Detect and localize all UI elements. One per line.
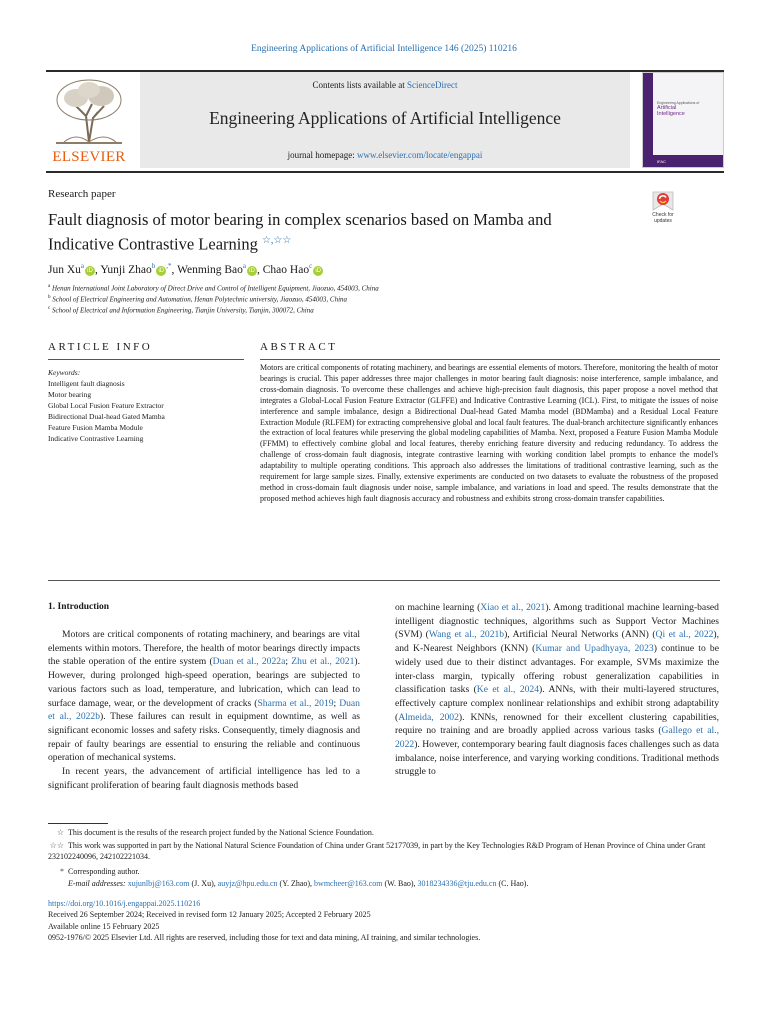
- body-text: ). KNNs, renowned for their excellent clustering capabilities, require no training and are broadly applied across various tasks (: [395, 711, 719, 737]
- footnote-1: [48, 827, 720, 838]
- keywords-label: Keywords:: [48, 368, 81, 377]
- intro-column-left: [48, 628, 360, 792]
- affiliation: [48, 295, 347, 303]
- header-bottom-rule: [46, 171, 724, 173]
- journal-title: Engineering Applications of Artificial Intelligence: [209, 108, 561, 128]
- email-owner: (Y. Zhao),: [277, 879, 315, 888]
- affiliation-mark: c: [48, 306, 51, 311]
- author-affil-mark[interactable]: c: [309, 262, 313, 270]
- cover-badge: IFAC: [657, 159, 666, 164]
- intro-paragraph-3: [395, 601, 719, 779]
- author-name[interactable]: Jun Xu: [48, 263, 81, 276]
- intro-paragraph-2: [48, 765, 360, 792]
- author-name[interactable]: Yunji Zhao: [100, 263, 152, 276]
- author-affil-mark[interactable]: a: [80, 262, 85, 270]
- keyword-item: Global Local Fusion Feature Extractor: [48, 401, 164, 410]
- email-owner: (C. Hao).: [496, 879, 529, 888]
- body-text: ). However, during prolonged high-speed operation, bearings are subjected to various factors such as load, temperature, and lubrication, which can lead to surface damage, wear, or the development of cracks (: [48, 656, 360, 709]
- intro-paragraph-1: [48, 628, 360, 765]
- title-footnote-marks[interactable]: ☆,☆☆: [261, 235, 292, 246]
- body-text: ;: [333, 697, 340, 709]
- footnote-mark: *: [60, 867, 64, 876]
- corresponding-mark[interactable]: ,*: [166, 262, 172, 270]
- abstract-text: Motors are critical components of rotating machinery, and bearings are essential elements of motors. Therefore, monitoring the health of motor bearings is crucial. This paper addresses three major challenges in motor bearing fault diagnosis: noise interference, sample imbalance, and cross-domain diagnosis. To overcome these challenges and achieve high-precision fault diagnosis, this paper propose a novel method that integrates a Global-Local Fusion Feature Extractor (GLFFE) and Indicative Contrastive Learning (ICL). First, to mitigate the issues of noise interference and sample imbalance, design a Bidirectional Dual-head Gated Mamba model (BDMamba) and a Residual Local Feature Extraction Module (RLFEM) for extracting comprehensive global and local fault features. The dual-branch architecture significantly enhances the extraction of local features while preserving the global modeling capabilities of Mamba. Next, proposed a Feature Fusion Mamba Module (FFMM) to effectively combine global and local features, thereby enriching feature diversity and reducing redundancy. To address the challenge of cross-domain fault diagnosis, integrate contrastive learning with working condition label prompts to enhance the model's adaptability to multiple operating conditions. This approach also addresses the limitations of traditional contrastive learning, such as the requirement for large sample sizes. Finally, extensive experiments are conducted on two datasets to evaluate the robustness of the proposed method in cross-domain fault diagnosis under noise, sample imbalance, and variations in load and speed. The results demonstrate that the proposed method achieves high fault diagnosis accuracy and robustness and exhibits strong cross-domain transfer capabilities.: [260, 363, 718, 503]
- body-text: on machine learning (: [395, 602, 481, 613]
- keyword-item: Feature Fusion Mamba Module: [48, 423, 143, 432]
- citation-link[interactable]: Almeida, 2002: [398, 711, 459, 723]
- body-text: ), Artificial Neural Networks (ANN) (: [504, 629, 656, 641]
- affiliation-text: School of Electrical and Information Engineering, Tianjin University, Tianjin, 300072, China: [51, 306, 314, 315]
- elsevier-wordmark: ELSEVIER: [52, 149, 126, 165]
- abstract-bottom-rule: [48, 580, 720, 581]
- keyword-item: Motor bearing: [48, 390, 92, 399]
- citation-link[interactable]: Kumar and Upadhyaya, 2023: [535, 643, 654, 655]
- article-info-rule: [48, 359, 244, 360]
- paper-title-line-1: Fault diagnosis of motor bearing in complex scenarios based on Mamba and: [48, 210, 552, 229]
- author-name[interactable]: Chao Hao: [262, 263, 310, 276]
- orcid-icon[interactable]: iD: [85, 266, 95, 276]
- article-info-heading: ARTICLE INFO: [48, 341, 153, 353]
- keyword-item: Indicative Contrastive Learning: [48, 434, 144, 443]
- email-link[interactable]: 3018234336@tju.edu.cn: [417, 879, 497, 888]
- body-text: ). However, contemporary bearing fault diagnosis faces challenges such as data imbalance, noise interference, and varying working conditions. Traditional methods struggle to: [395, 739, 719, 778]
- cover-title-line-3: Intelligence: [657, 111, 685, 118]
- footnote-mark: ☆☆: [49, 841, 64, 850]
- available-online: Available online 15 February 2025: [48, 921, 160, 931]
- body-text: ). Among traditional machine learning-based intelligent diagnostic techniques, algorithms such as Support Vector Machines (SVM) (: [395, 602, 719, 641]
- affiliation-mark: b: [48, 295, 51, 300]
- check-for-updates-label[interactable]: [640, 212, 686, 224]
- email-link[interactable]: bwmcheer@163.com: [314, 879, 383, 888]
- body-text: ), and K-Nearest Neighbors (KNN) (: [395, 629, 720, 655]
- homepage-prefix: journal homepage:: [287, 150, 358, 160]
- check-for-updates-icon[interactable]: [645, 190, 681, 214]
- paper-title-line-2-text: Indicative Contrastive Learning: [48, 234, 258, 254]
- publication-info: [48, 898, 480, 943]
- footnote-3: [48, 866, 720, 877]
- footnote-text: This work was supported in part by the National Natural Science Foundation of China under Grant 52177039, in part by the Key Technologies R&D Program of Henan Province of China under Grant 232102240096, 242102221034.: [48, 841, 706, 861]
- contents-lists: [140, 80, 630, 90]
- doi-link[interactable]: https://doi.org/10.1016/j.engappai.2025.110216: [48, 899, 201, 908]
- footnote-rule: [48, 823, 108, 824]
- copyright-notice: 0952-1976/© 2025 Elsevier Ltd. All rights are reserved, including those for text and data mining, AI training, and similar technologies.: [48, 932, 481, 942]
- body-text: ). These failures can result in equipment downtime, as well as significant economic losses and safety risks. Consequently, timely diagnosis and repair of faulty bearings are essential to ensuring the reliable and continuous operation of mechanical systems.: [48, 711, 360, 764]
- journal-cover-thumbnail: [642, 72, 724, 168]
- cover-title: [657, 101, 699, 118]
- citation-link[interactable]: Xiao et al., 2021: [480, 602, 546, 613]
- email-label: E-mail addresses:: [68, 879, 126, 888]
- affiliation-text: Henan International Joint Laboratory of Direct Drive and Control of Intelligent Equipment, Jiaozuo, 454003, China: [51, 284, 379, 293]
- footnote-2: [48, 840, 720, 862]
- received-dates: Received 26 September 2024; Received in revised form 12 January 2025; Accepted 2 February 2025: [48, 910, 371, 920]
- email-owner: (J. Xu),: [189, 879, 218, 888]
- orcid-icon[interactable]: iD: [247, 266, 257, 276]
- cover-title-line-1: Engineering Applications of: [657, 101, 700, 105]
- journal-reference[interactable]: Engineering Applications of Artificial Intelligence 146 (2025) 110216: [251, 44, 517, 54]
- citation-link[interactable]: Ke et al., 2024: [476, 684, 540, 696]
- citation-link[interactable]: Sharma et al., 2019: [257, 697, 334, 709]
- author-affil-mark[interactable]: a: [242, 262, 247, 270]
- author-affil-mark[interactable]: b: [151, 262, 156, 270]
- cover-title-line-2: Artificial: [657, 105, 677, 112]
- citation-link[interactable]: Zhu et al., 2021: [291, 656, 355, 668]
- contents-prefix: Contents lists available at: [312, 80, 407, 90]
- email-link[interactable]: xujunlbj@163.com: [127, 879, 190, 888]
- section-heading-introduction: 1. Introduction: [48, 602, 110, 612]
- check-label-line-2: updates: [654, 218, 672, 224]
- paper-title: [48, 209, 618, 255]
- email-owner: (W. Bao),: [382, 879, 418, 888]
- check-label-line-1: Check for: [652, 212, 674, 218]
- affiliation-text: School of Electrical Engineering and Automation, Henan Polytechnic university, Jiaozuo, 454003, China: [52, 295, 348, 304]
- homepage-link[interactable]: www.elsevier.com/locate/engappai: [357, 150, 483, 160]
- orcid-icon[interactable]: iD: [313, 266, 323, 276]
- abstract-heading: ABSTRACT: [260, 341, 338, 353]
- footnote-text: Corresponding author.: [68, 867, 140, 876]
- keyword-item: Intelligent fault diagnosis: [48, 379, 125, 388]
- keywords-list: [48, 378, 165, 444]
- sciencedirect-link[interactable]: ScienceDirect: [407, 80, 458, 90]
- keyword-item: Bidirectional Dual-head Gated Mamba: [48, 412, 165, 421]
- paper-type: Research paper: [48, 188, 116, 200]
- citation-link[interactable]: Qi et al., 2022: [655, 629, 714, 641]
- body-text: ). ANNs, with their multi-layered structures, effectively capture complex nonlinear relationships and exhibit strong adaptability (: [395, 684, 719, 723]
- citation-link[interactable]: Duan et al., 2022a: [212, 656, 286, 668]
- footnote-mark: ☆: [56, 828, 64, 837]
- body-text: ) continue to be widely used due to their distinct advantages. For example, SVMs maximize the inter-class margin, typically offering robust generalization capabilities in classification tasks (: [395, 643, 719, 696]
- footnote-text: This document is the results of the research project funded by the National Science Foundation.: [68, 828, 374, 837]
- affiliation: [48, 284, 379, 292]
- citation-link[interactable]: Duan et al., 2022b: [48, 697, 360, 723]
- author-name[interactable]: Wenming Bao: [177, 263, 243, 276]
- journal-homepage: [140, 150, 630, 160]
- affiliation-mark: a: [48, 284, 51, 289]
- email-addresses: [48, 878, 740, 889]
- cover-strip: [643, 73, 653, 167]
- affiliation: [48, 306, 314, 314]
- abstract-rule: [260, 359, 720, 360]
- body-text: ;: [285, 656, 292, 668]
- body-text: In recent years, the advancement of artificial intelligence has led to a significant proliferation of bearing fault diagnosis methods based: [48, 766, 360, 791]
- body-text: Motors are critical components of rotating machinery, and bearings are vital elements within motors. Therefore, the health of motor bearings directly impacts the stable operation of the entire system (: [48, 629, 360, 668]
- author-list: Jun Xu$^a$iD , Yunji Zhao$^b$iD,*, Wenming Bao$^a$iD , Chao Hao$^c$iD: [48, 262, 323, 276]
- email-link[interactable]: auyjz@hpu.edu.cn: [217, 879, 278, 888]
- intro-column-right: [395, 601, 719, 779]
- citation-link[interactable]: Wang et al., 2021b: [428, 629, 505, 641]
- orcid-icon[interactable]: iD: [156, 266, 166, 276]
- paper-title-line-2: [48, 230, 618, 255]
- citation-link[interactable]: Gallego et al., 2022: [395, 725, 720, 751]
